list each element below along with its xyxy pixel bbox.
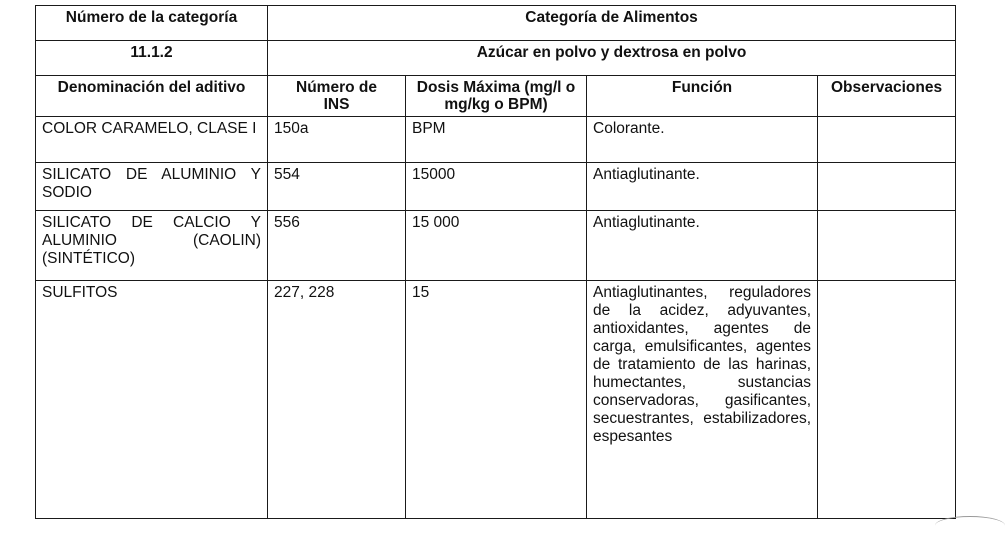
function-text: Antiaglutinante. — [587, 211, 818, 281]
max-dose: 15 000 — [406, 211, 587, 281]
function-text: Antiaglutinantes, reguladores de la acidez, adyuvantes, antioxidantes, agentes de carga, emulsificantes, agentes de tratamiento de las harinas, humectantes, sustancias conservadoras, gasificantes, secuestrantes, estabilizadores, espesantes — [587, 281, 818, 519]
observations-text — [818, 163, 956, 211]
column-header-ins-line2: INS — [323, 96, 350, 113]
ins-number: 554 — [268, 163, 406, 211]
category-number-label: Número de la categoría — [36, 6, 268, 41]
category-number: 11.1.2 — [36, 41, 268, 76]
column-header-observations: Observaciones — [818, 76, 956, 117]
table-row — [36, 163, 956, 211]
column-header-additive: Denominación del aditivo — [36, 76, 268, 117]
max-dose: 15000 — [406, 163, 587, 211]
observations-text — [818, 117, 956, 163]
additive-name: SULFITOS — [36, 281, 268, 519]
ins-number: 556 — [268, 211, 406, 281]
column-header-dose: Dosis Máxima (mg/l o mg/kg o BPM) — [406, 76, 587, 117]
observations-text — [818, 281, 956, 519]
column-header-function: Función — [587, 76, 818, 117]
ins-number: 150a — [268, 117, 406, 163]
table-row — [36, 281, 956, 519]
function-text: Antiaglutinante. — [587, 163, 818, 211]
scan-artifact — [935, 516, 1005, 535]
column-header-row — [36, 76, 956, 117]
additive-name: SILICATO DE CALCIO Y ALUMINIO (CAOLIN)(SINTÉTICO) — [36, 211, 268, 281]
category-row — [36, 41, 956, 76]
column-header-ins-line1: Número de — [296, 79, 377, 96]
table-header-row — [36, 6, 956, 41]
food-category-label: Categoría de Alimentos — [268, 6, 956, 41]
additive-name: SILICATO DE ALUMINIO Y SODIO — [36, 163, 268, 211]
function-text: Colorante. — [587, 117, 818, 163]
column-header-ins — [268, 76, 406, 117]
additives-table — [35, 5, 956, 519]
table-row — [36, 117, 956, 163]
max-dose: BPM — [406, 117, 587, 163]
max-dose: 15 — [406, 281, 587, 519]
category-name: Azúcar en polvo y dextrosa en polvo — [268, 41, 956, 76]
ins-number: 227, 228 — [268, 281, 406, 519]
observations-text — [818, 211, 956, 281]
additive-name: COLOR CARAMELO, CLASE I — [36, 117, 268, 163]
table-row — [36, 211, 956, 281]
